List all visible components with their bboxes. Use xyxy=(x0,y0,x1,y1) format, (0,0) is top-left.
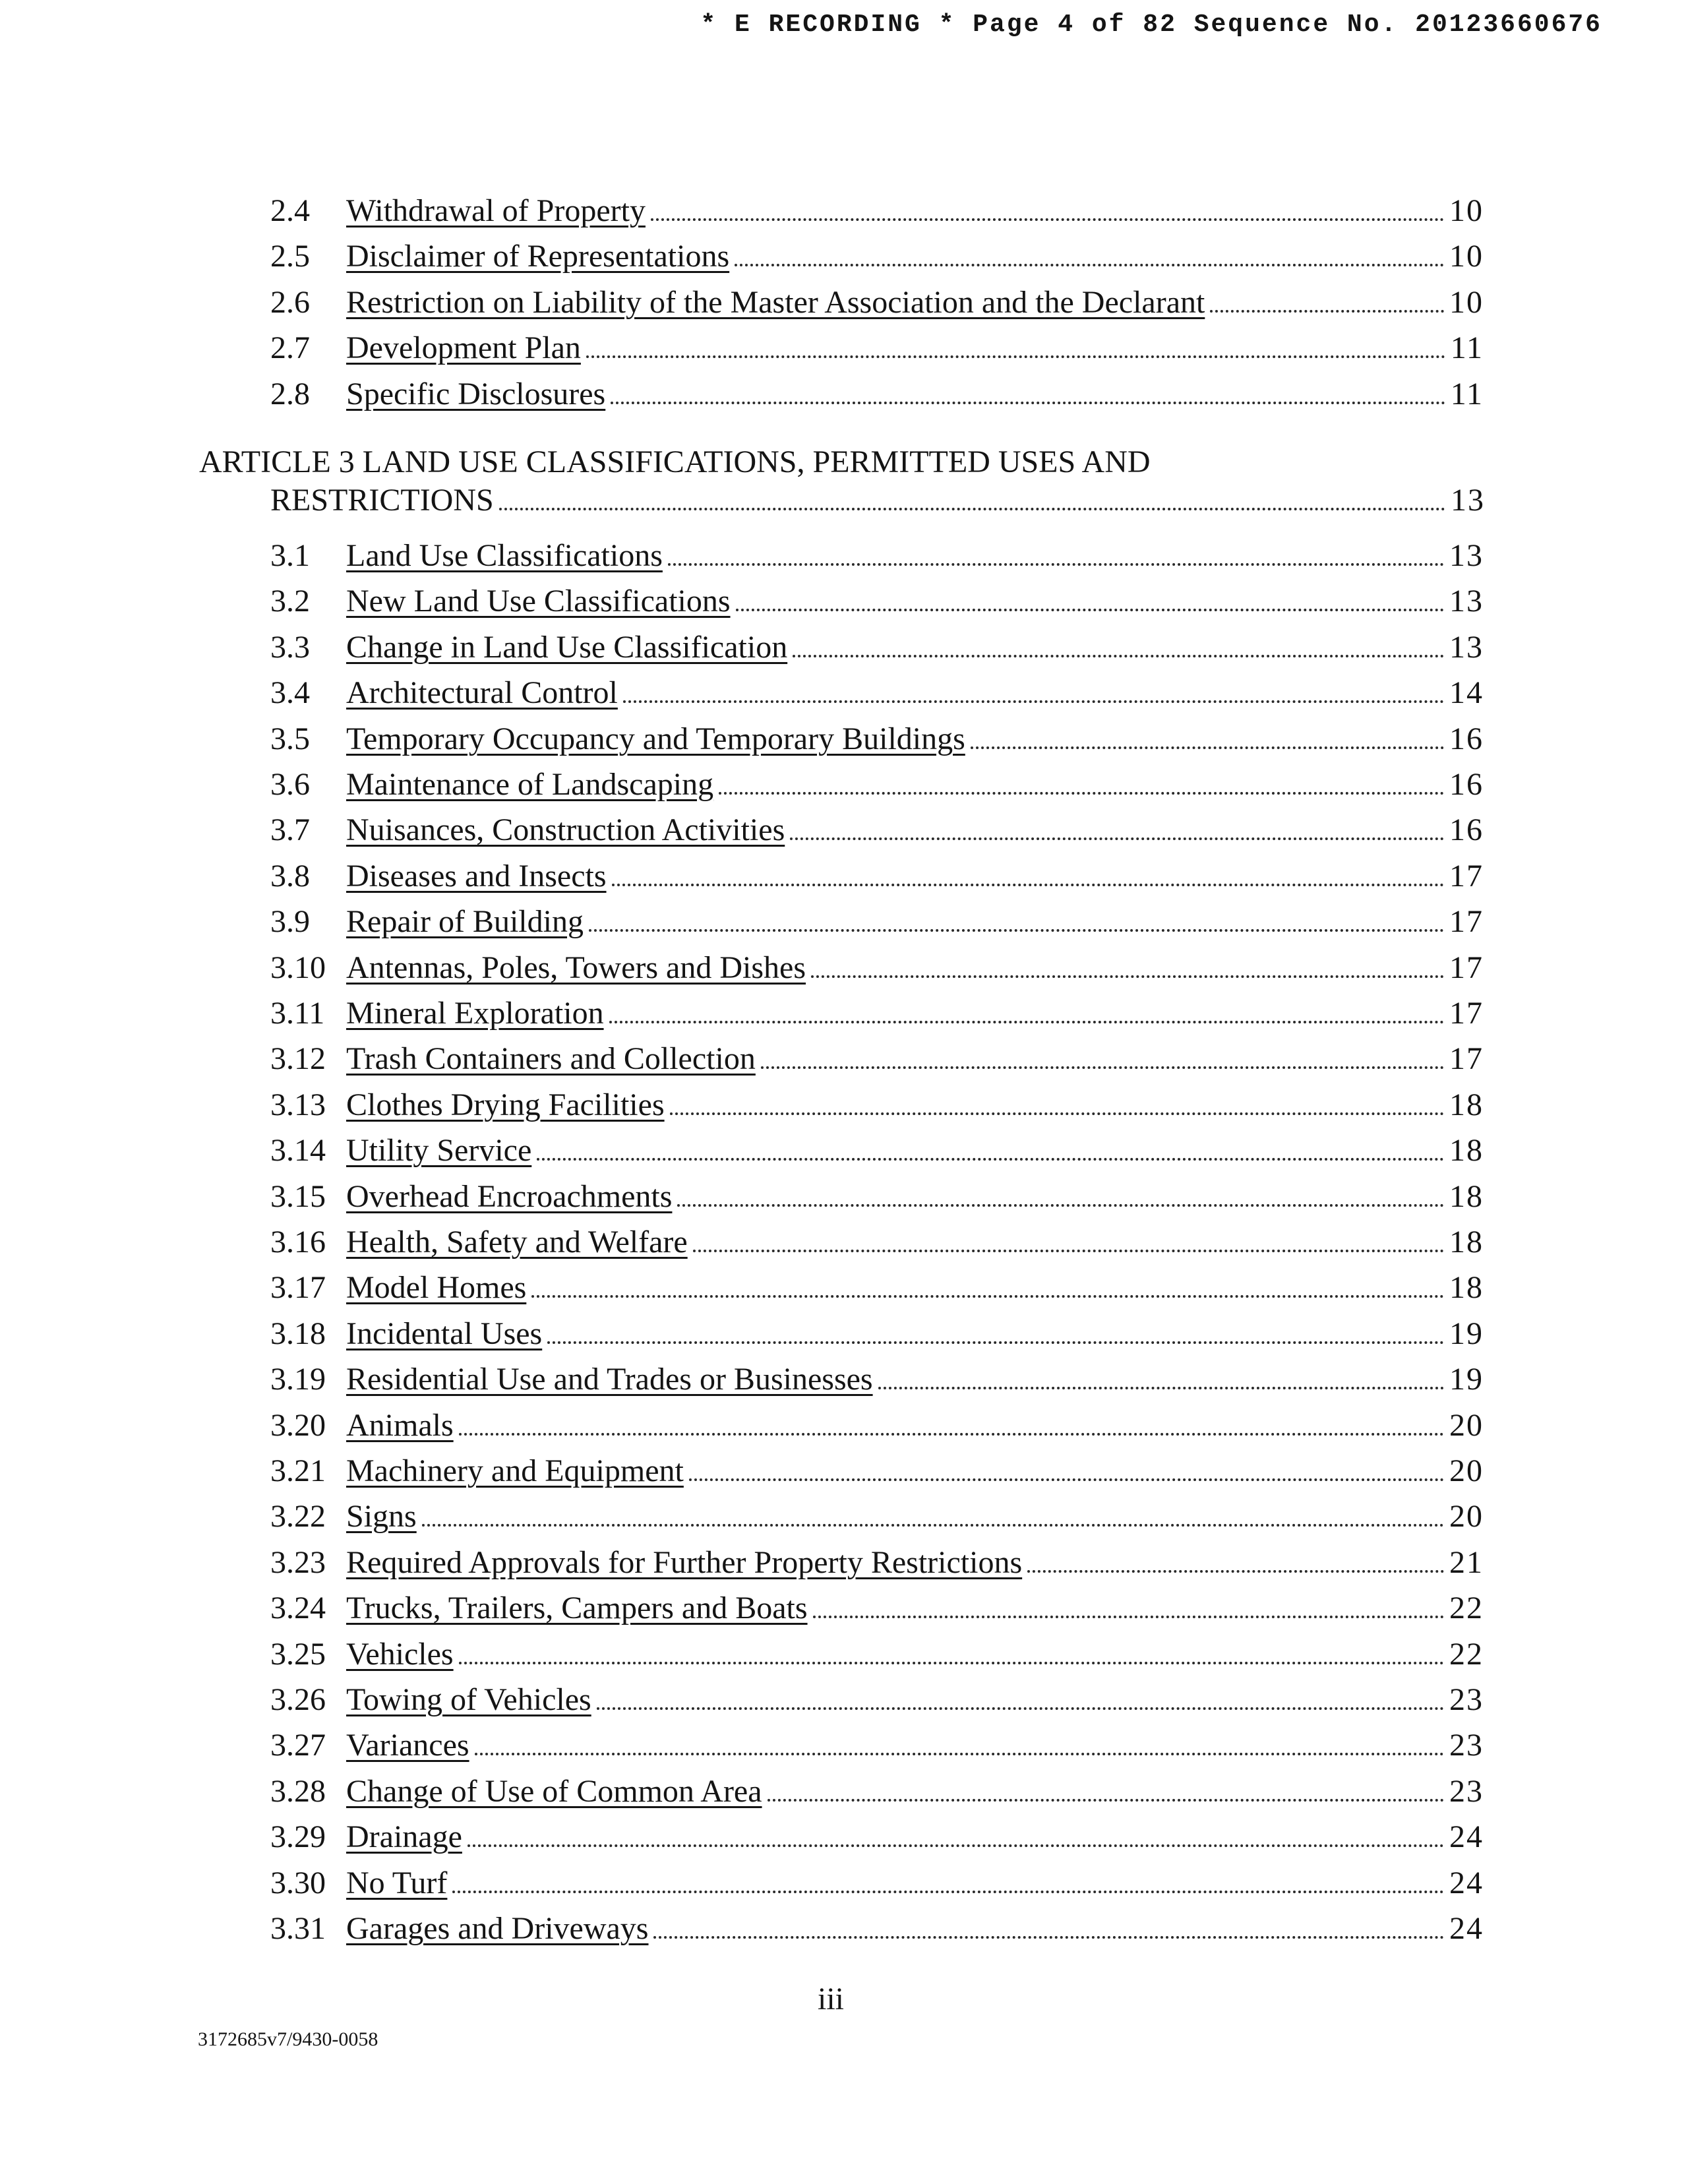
toc-entry[interactable] xyxy=(270,721,1484,763)
section-number: 3.25 xyxy=(270,1637,326,1672)
toc-entry[interactable] xyxy=(270,812,1484,854)
dot-leader xyxy=(761,1066,1444,1069)
section-page-number: 20 xyxy=(1449,1499,1484,1534)
section-title-link[interactable]: Required Approvals for Further Property Restrictions xyxy=(346,1545,1023,1580)
section-page-number: 10 xyxy=(1449,239,1484,274)
section-page-number: 13 xyxy=(1449,584,1484,619)
section-number: 3.28 xyxy=(270,1774,326,1809)
section-title-link[interactable]: Change in Land Use Classification xyxy=(346,630,788,665)
section-page-number: 18 xyxy=(1449,1270,1484,1305)
section-title-link[interactable]: Residential Use and Trades or Businesses xyxy=(346,1362,873,1397)
dot-leader xyxy=(768,1799,1444,1802)
dot-leader xyxy=(467,1844,1444,1847)
toc-entry[interactable] xyxy=(270,1865,1484,1907)
document-code: 3172685v7/9430-0058 xyxy=(198,2028,378,2050)
section-page-number: 22 xyxy=(1449,1591,1484,1625)
toc-entry[interactable] xyxy=(270,1453,1484,1495)
dot-leader xyxy=(459,1662,1444,1664)
toc-entry[interactable] xyxy=(270,1087,1484,1129)
toc-entry[interactable] xyxy=(270,1819,1484,1861)
section-title-link[interactable]: Vehicles xyxy=(346,1637,454,1672)
toc-entry[interactable] xyxy=(270,1361,1484,1403)
toc-entry[interactable] xyxy=(270,858,1484,900)
section-number: 2.7 xyxy=(270,330,310,365)
dot-leader xyxy=(611,402,1445,404)
toc-entry[interactable] xyxy=(270,950,1484,992)
toc-entry[interactable] xyxy=(270,1041,1484,1083)
section-number: 3.12 xyxy=(270,1041,326,1076)
section-page-number: 16 xyxy=(1449,767,1484,802)
section-title-link[interactable]: Change of Use of Common Area xyxy=(346,1774,762,1809)
section-title-link[interactable]: Restriction on Liability of the Master Association and the Declarant xyxy=(346,285,1205,320)
section-page-number: 24 xyxy=(1449,1911,1484,1946)
section-page-number: 18 xyxy=(1449,1087,1484,1122)
section-number: 3.27 xyxy=(270,1728,326,1763)
section-number: 3.23 xyxy=(270,1545,326,1580)
article-title-line-2: RESTRICTIONS xyxy=(270,483,494,518)
section-title-link[interactable]: Specific Disclosures xyxy=(346,377,606,411)
toc-entry[interactable] xyxy=(270,1224,1484,1266)
section-page-number: 16 xyxy=(1449,812,1484,847)
section-number: 3.19 xyxy=(270,1362,326,1397)
section-page-number: 20 xyxy=(1449,1453,1484,1488)
section-title-link[interactable]: New Land Use Classifications xyxy=(346,584,731,619)
section-number: 3.29 xyxy=(270,1819,326,1854)
dot-leader xyxy=(813,1616,1444,1618)
section-number: 3.16 xyxy=(270,1225,326,1259)
section-number: 3.2 xyxy=(270,584,310,619)
article-3-heading[interactable] xyxy=(199,443,1485,518)
section-page-number: 21 xyxy=(1449,1545,1484,1580)
section-page-number: 11 xyxy=(1450,377,1484,411)
section-title-link[interactable]: Incidental Uses xyxy=(346,1316,543,1351)
dot-leader xyxy=(422,1524,1444,1527)
section-number: 3.9 xyxy=(270,904,310,939)
dot-leader xyxy=(736,609,1444,611)
toc-entry[interactable] xyxy=(270,537,1484,580)
section-number: 3.13 xyxy=(270,1087,326,1122)
section-title-link[interactable]: Nuisances, Construction Activities xyxy=(346,812,785,847)
section-page-number: 17 xyxy=(1449,1041,1484,1076)
dot-leader xyxy=(719,792,1444,795)
section-number: 2.4 xyxy=(270,193,310,228)
section-number: 3.15 xyxy=(270,1179,326,1214)
toc-entry[interactable] xyxy=(270,1727,1484,1769)
section-title-link[interactable]: Temporary Occupancy and Temporary Buildings xyxy=(346,721,965,756)
section-page-number: 24 xyxy=(1449,1866,1484,1900)
section-number: 2.8 xyxy=(270,377,310,411)
toc-entry[interactable] xyxy=(270,330,1484,372)
dot-leader xyxy=(971,746,1444,749)
dot-leader xyxy=(547,1341,1444,1344)
section-page-number: 10 xyxy=(1449,285,1484,320)
section-number: 3.10 xyxy=(270,950,326,985)
dot-leader xyxy=(689,1478,1444,1481)
section-number: 2.6 xyxy=(270,285,310,320)
toc-entry[interactable] xyxy=(270,1544,1484,1587)
toc-entry[interactable] xyxy=(270,1407,1484,1449)
section-number: 3.24 xyxy=(270,1591,326,1625)
section-number: 3.18 xyxy=(270,1316,326,1351)
section-page-number: 14 xyxy=(1449,675,1484,710)
section-page-number: 11 xyxy=(1450,330,1484,365)
dot-leader xyxy=(1210,310,1444,313)
section-page-number: 13 xyxy=(1449,630,1484,665)
section-page-number: 17 xyxy=(1449,996,1484,1031)
dot-leader xyxy=(623,700,1444,703)
toc-entry[interactable] xyxy=(270,1636,1484,1678)
dot-leader xyxy=(651,218,1444,221)
section-number: 3.7 xyxy=(270,812,310,847)
dot-leader xyxy=(811,975,1444,978)
section-number: 3.14 xyxy=(270,1133,326,1168)
section-number: 3.31 xyxy=(270,1911,326,1946)
section-page-number: 17 xyxy=(1449,904,1484,939)
section-number: 3.6 xyxy=(270,767,310,802)
dot-leader xyxy=(612,884,1444,886)
section-number: 3.30 xyxy=(270,1866,326,1900)
section-title-link[interactable]: Variances xyxy=(346,1728,469,1763)
page-number: iii xyxy=(817,1982,844,2017)
section-title-link[interactable]: Health, Safety and Welfare xyxy=(346,1225,688,1259)
article-title-line-1: ARTICLE 3 LAND USE CLASSIFICATIONS, PERMITTED USES AND xyxy=(199,444,1151,479)
section-page-number: 19 xyxy=(1449,1316,1484,1351)
toc-entry[interactable] xyxy=(270,675,1484,717)
section-page-number: 19 xyxy=(1449,1362,1484,1397)
dot-leader xyxy=(531,1295,1444,1298)
dot-leader xyxy=(609,1021,1444,1023)
section-page-number: 22 xyxy=(1449,1637,1484,1672)
toc-entry[interactable] xyxy=(270,1590,1484,1632)
dot-leader xyxy=(452,1891,1444,1893)
toc-entry[interactable] xyxy=(270,376,1484,418)
toc-entry[interactable] xyxy=(270,284,1484,326)
section-page-number: 20 xyxy=(1449,1408,1484,1443)
toc-entry[interactable] xyxy=(270,1132,1484,1174)
section-title-link[interactable]: Signs xyxy=(346,1499,417,1534)
section-title-link[interactable]: Drainage xyxy=(346,1819,462,1854)
section-title-link[interactable]: Land Use Classifications xyxy=(346,538,663,573)
section-title-link[interactable]: Architectural Control xyxy=(346,675,618,710)
section-number: 3.4 xyxy=(270,675,310,710)
toc-entry[interactable] xyxy=(270,995,1484,1037)
dot-leader xyxy=(459,1433,1444,1436)
dot-leader xyxy=(668,563,1444,566)
section-page-number: 23 xyxy=(1449,1728,1484,1763)
section-page-number: 16 xyxy=(1449,721,1484,756)
toc-entry[interactable] xyxy=(270,629,1484,671)
toc-entry[interactable] xyxy=(270,1498,1484,1540)
section-page-number: 24 xyxy=(1449,1819,1484,1854)
dot-leader xyxy=(586,355,1445,358)
dot-leader xyxy=(653,1936,1444,1939)
section-number: 3.11 xyxy=(270,996,325,1031)
dot-leader xyxy=(499,508,1445,510)
dot-leader xyxy=(790,837,1444,840)
toc-entry[interactable] xyxy=(270,1178,1484,1221)
section-title-link[interactable]: Diseases and Insects xyxy=(346,859,607,894)
section-page-number: 17 xyxy=(1449,859,1484,894)
toc-entry[interactable] xyxy=(270,238,1484,280)
section-number: 3.3 xyxy=(270,630,310,665)
section-title-link[interactable]: Disclaimer of Representations xyxy=(346,239,730,274)
section-title-link[interactable]: Machinery and Equipment xyxy=(346,1453,684,1488)
section-number: 3.26 xyxy=(270,1682,326,1717)
section-number: 3.5 xyxy=(270,721,310,756)
dot-leader xyxy=(878,1387,1444,1389)
toc-entry[interactable] xyxy=(270,1682,1484,1724)
dot-leader xyxy=(677,1204,1444,1207)
section-page-number: 18 xyxy=(1449,1179,1484,1214)
toc-entry[interactable] xyxy=(270,1910,1484,1953)
dot-leader xyxy=(1027,1570,1444,1573)
section-page-number: 23 xyxy=(1449,1682,1484,1717)
section-number: 3.21 xyxy=(270,1453,326,1488)
section-title-link[interactable]: Withdrawal of Property xyxy=(346,193,646,228)
section-title-link[interactable]: Clothes Drying Facilities xyxy=(346,1087,665,1122)
dot-leader xyxy=(670,1112,1444,1115)
section-title-link[interactable]: Antennas, Poles, Towers and Dishes xyxy=(346,950,806,985)
dot-leader xyxy=(793,655,1444,657)
dot-leader xyxy=(537,1158,1444,1161)
section-page-number: 13 xyxy=(1449,538,1484,573)
section-number: 2.5 xyxy=(270,239,310,274)
dot-leader xyxy=(475,1753,1444,1755)
dot-leader xyxy=(693,1250,1444,1252)
section-number: 3.1 xyxy=(270,538,310,573)
section-page-number: 18 xyxy=(1449,1133,1484,1168)
toc-entry[interactable] xyxy=(270,193,1484,235)
dot-leader xyxy=(735,264,1444,266)
toc-entry[interactable] xyxy=(270,583,1484,625)
section-title-link[interactable]: Trucks, Trailers, Campers and Boats xyxy=(346,1591,808,1625)
section-number: 3.22 xyxy=(270,1499,326,1534)
dot-leader xyxy=(589,929,1444,932)
dot-leader xyxy=(597,1707,1444,1710)
section-title-link[interactable]: Repair of Building xyxy=(346,904,584,939)
section-title-link[interactable]: Animals xyxy=(346,1408,454,1443)
toc-entry[interactable] xyxy=(270,1316,1484,1358)
section-title-link[interactable]: Development Plan xyxy=(346,330,581,365)
section-title-link[interactable]: Utility Service xyxy=(346,1133,532,1168)
section-number: 3.20 xyxy=(270,1408,326,1443)
section-title-link[interactable]: Towing of Vehicles xyxy=(346,1682,591,1717)
recording-header: * E RECORDING * Page 4 of 82 Sequence No. 20123660676 xyxy=(700,11,1602,39)
section-title-link[interactable]: Maintenance of Landscaping xyxy=(346,767,714,802)
section-title-link[interactable]: Trash Containers and Collection xyxy=(346,1041,756,1076)
section-page-number: 17 xyxy=(1449,950,1484,985)
section-title-link[interactable]: No Turf xyxy=(346,1866,448,1900)
section-number: 3.17 xyxy=(270,1270,326,1305)
section-page-number: 18 xyxy=(1449,1225,1484,1259)
toc-entry[interactable] xyxy=(270,903,1484,946)
section-number: 3.8 xyxy=(270,859,310,894)
section-title-link[interactable]: Garages and Driveways xyxy=(346,1911,649,1946)
section-page-number: 10 xyxy=(1449,193,1484,228)
section-title-link[interactable]: Overhead Encroachments xyxy=(346,1179,673,1214)
section-page-number: 23 xyxy=(1449,1774,1484,1809)
article-page-number: 13 xyxy=(1451,483,1485,518)
section-title-link[interactable]: Mineral Exploration xyxy=(346,996,604,1031)
toc-entry[interactable] xyxy=(270,1269,1484,1312)
section-title-link[interactable]: Model Homes xyxy=(346,1270,527,1305)
toc-entry[interactable] xyxy=(270,766,1484,808)
toc-entry[interactable] xyxy=(270,1773,1484,1815)
